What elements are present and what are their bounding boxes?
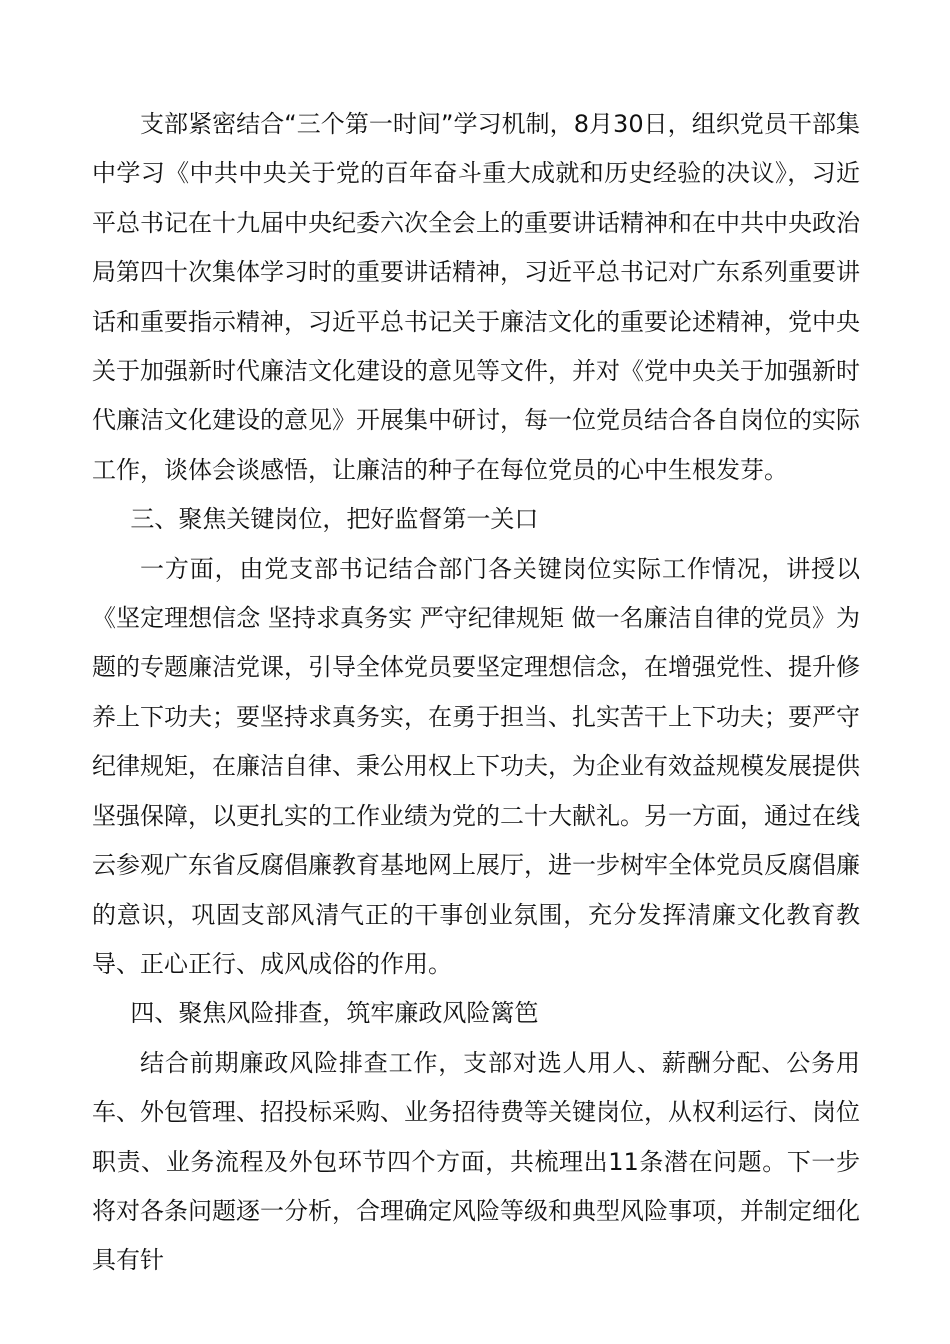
section-heading-3: 三、聚焦关键岗位，把好监督第一关口 (130, 505, 539, 534)
section-heading-4: 四、聚焦风险排查，筑牢廉政风险篱笆 (130, 999, 539, 1028)
paragraph-key-positions: 一方面，由党支部书记结合部门各关键岗位实际工作情况，讲授以《坚定理想信念 坚持求真务实 严守纪律规矩 做一名廉洁自律的党员》为题的专题廉洁党课，引导全体党员要坚定理想信念，在增强党性、提升修养上下功夫；要坚持求真务实，在勇于担当、扎实苦干上下功夫；要严守纪律规矩，在廉洁自律、秉公用权上下功夫，为企业有效益规模发展提供坚强保障，以更扎实的工作业绩为党的二十大献礼。另一方面，通过在线云参观广东省反腐倡廉教育基地网上展厅，进一步树牢全体党员反腐倡廉的意识，巩固支部风清气正的干事创业氛围，充分发挥清廉文化教育教导、正心正行、成风成俗的作用。 (92, 554, 860, 978)
document-body (92, 100, 860, 1286)
paragraph-risk-review: 结合前期廉政风险排查工作，支部对选人用人、薪酬分配、公务用车、外包管理、招投标采购、业务招待费等关键岗位，从权利运行、岗位职责、业务流程及外包环节四个方面，共梳理出11条潜在问题。下一步将对各条问题逐一分析，合理确定风险等级和典型风险事项，并制定细化具有针 (92, 1048, 860, 1275)
paragraph-study-session: 支部紧密结合“三个第一时间”学习机制，8月30日，组织党员干部集中学习《中共中央关于党的百年奋斗重大成就和历史经验的决议》，习近平总书记在十九届中央纪委六次全会上的重要讲话精神和在中共中央政治局第四十次集体学习时的重要讲话精神，习近平总书记对广东系列重要讲话和重要指示精神，习近平总书记关于廉洁文化的重要论述精神，党中央关于加强新时代廉洁文化建设的意见等文件，并对《党中央关于加强新时代廉洁文化建设的意见》开展集中研讨，每一位党员结合各自岗位的实际工作，谈体会谈感悟，让廉洁的种子在每位党员的心中生根发芽。 (92, 110, 860, 484)
